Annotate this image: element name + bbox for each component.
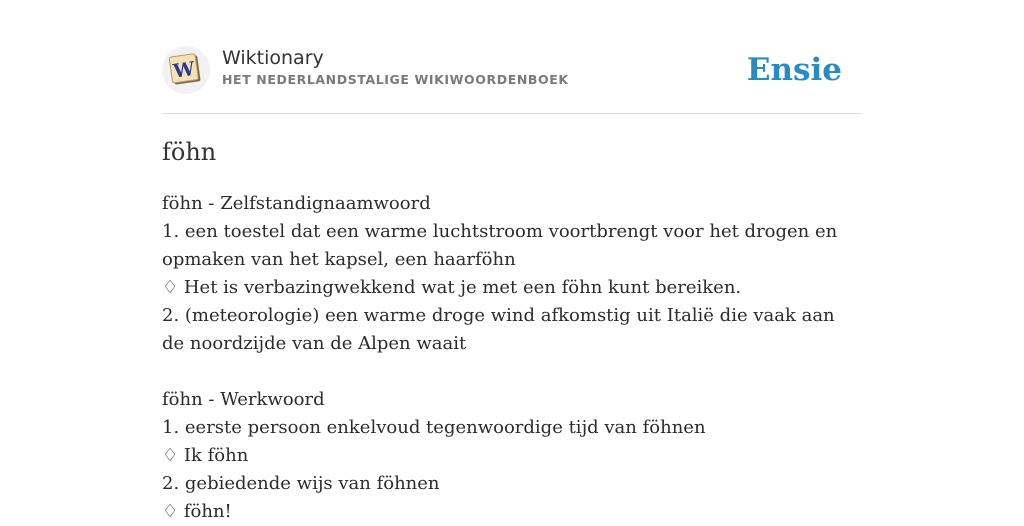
- logo-letter: W: [171, 57, 197, 83]
- site-header: [162, 46, 862, 96]
- section-heading: föhn - Zelfstandignaamwoord: [162, 193, 431, 214]
- definition-line: 2. gebiedende wijs van föhnen: [162, 473, 440, 494]
- section-spacer: [162, 358, 852, 386]
- definition-line: 2. (meteorologie) een warme droge wind afkomstig uit Italië die vaak aan de noordzijde van de Alpen waait: [162, 305, 835, 354]
- definition-line: 1. een toestel dat een warme luchtstroom voortbrengt voor het drogen en opmaken van het kapsel, een haarföhn: [162, 221, 838, 270]
- definition-body: [162, 190, 852, 526]
- site-tagline: HET NEDERLANDSTALIGE WIKIWOORDENBOEK: [222, 72, 569, 87]
- example-line: ♢ Het is verbazingwekkend wat je met een föhn kunt bereiken.: [162, 277, 742, 298]
- definition-line: 1. eerste persoon enkelvoud tegenwoordige tijd van föhnen: [162, 417, 706, 438]
- wiktionary-logo-icon[interactable]: [162, 46, 210, 94]
- example-line: ♢ Ik föhn: [162, 445, 249, 466]
- example-line: ♢ föhn!: [162, 501, 232, 522]
- wiktionary-logo-graphic: [162, 46, 210, 94]
- page-title: föhn: [162, 138, 217, 166]
- site-name[interactable]: Wiktionary: [222, 47, 324, 69]
- section-heading: föhn - Werkwoord: [162, 389, 325, 410]
- brand-block: [222, 46, 569, 89]
- ensie-link[interactable]: Ensie: [746, 52, 842, 88]
- header-divider: [162, 113, 862, 114]
